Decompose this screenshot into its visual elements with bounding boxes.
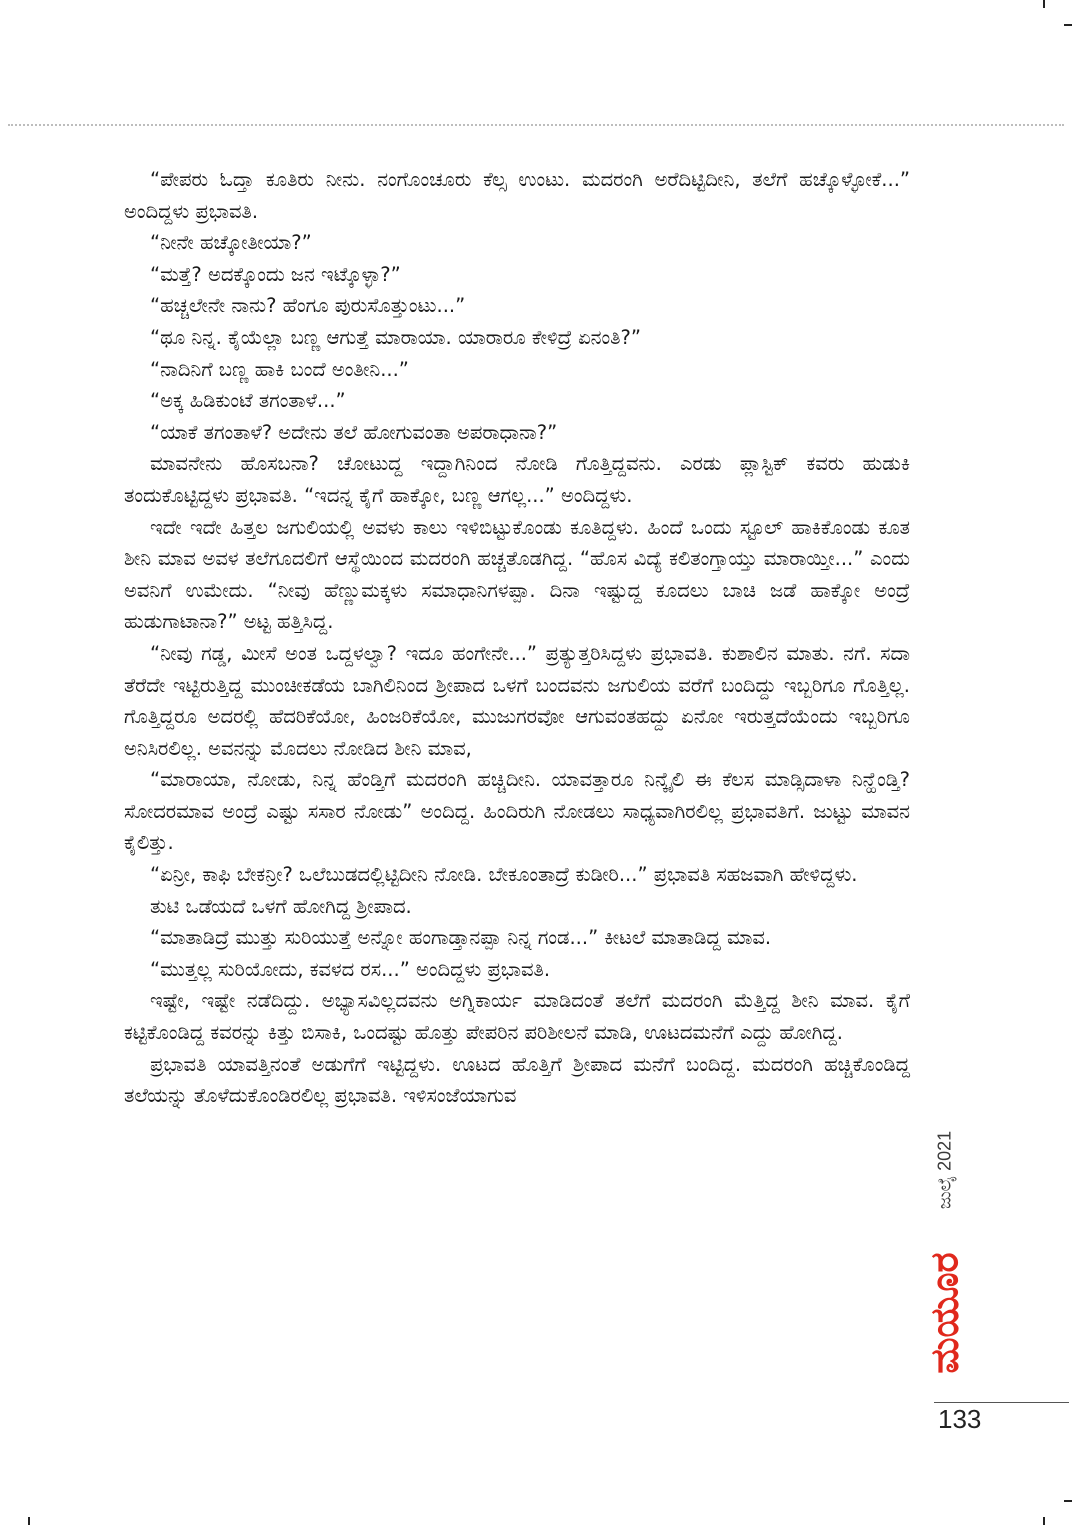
magazine-logo-text: ಮಯೂರ [922,1252,967,1374]
crop-mark-bottom-right [1043,1517,1045,1525]
header-dotted-divider [8,124,1064,126]
crop-mark-right-bottom [1064,1500,1072,1502]
paragraph: “ಮಾತಾಡಿದ್ರೆ ಮುತ್ತು ಸುರಿಯುತ್ತೆ ಅನ್ನೋ ಹಂಗಾಡ್ತಾನಪ್ಪಾ ನಿನ್ನ ಗಂಡ...” ಕೀಟಲೆ ಮಾತಾಡಿದ್ದ ಮಾವ. [150,926,772,950]
page-number-rule [934,1402,1069,1403]
paragraph: “ಥೂ ನಿನ್ನ. ಕೈಯೆಲ್ಲಾ ಬಣ್ಣ ಆಗುತ್ತೆ ಮಾರಾಯಾ. ಯಾರಾರೂ ಕೇಳಿದ್ರೆ ಏನಂತಿ?” [150,325,641,349]
crop-mark-bottom-left [28,1517,30,1525]
paragraph: ಇಷ್ಟೇ, ಇಷ್ಟೇ ನಡೆದಿದ್ದು. ಅಭ್ಯಾಸವಿಲ್ಲದವನು ಅಗ್ನಿಕಾರ್ಯ ಮಾಡಿದಂತೆ ತಲೆಗೆ ಮದರಂಗಿ ಮೆತ್ತಿದ್ದ ಶೀನಿ ಮಾವ. ಕೈಗೆ ಕಟ್ಟಿಕೊಂಡಿದ್ದ ಕವರನ್ನು ಕಿತ್ತು ಬಿಸಾಕಿ, ಒಂದಷ್ಟು ಹೊತ್ತು ಪೇಪರಿನ ಪರಿಶೀಲನೆ ಮಾಡಿ, ಊಟದಮನೆಗೆ ಎದ್ದು ಹೋಗಿದ್ದ. [124,989,910,1045]
paragraph: “ಯಾಕೆ ತಗಂತಾಳೆ? ಅದೇನು ತಲೆ ಹೋಗುವಂತಾ ಅಪರಾಧಾನಾ?” [150,420,558,444]
paragraph: “ನಾದಿನಿಗೆ ಬಣ್ಣ ಹಾಕಿ ಬಂದೆ ಅಂತೀನಿ...” [150,357,409,381]
paragraph: ಮಾವನೇನು ಹೊಸಬನಾ? ಚೋಟುದ್ದ ಇದ್ದಾಗಿನಿಂದ ನೋಡಿ ಗೊತ್ತಿದ್ದವನು. ಎರಡು ಪ್ಲಾಸ್ಟಿಕ್ ಕವರು ಹುಡುಕಿ ತಂದುಕೊಟ್ಟಿದ್ದಳು ಪ್ರಭಾವತಿ. “ಇದನ್ನ ಕೈಗೆ ಹಾಕ್ಕೋ, ಬಣ್ಣ ಆಗಲ್ಲ...” ಅಂದಿದ್ದಳು. [124,452,910,507]
issue-date [918,1110,972,1230]
paragraph: “ನೀವು ಗಡ್ಡ, ಮೀಸೆ ಅಂತ ಒದ್ದಳಲ್ವಾ? ಇದೂ ಹಂಗೇನೇ...” ಪ್ರತ್ಯುತ್ತರಿಸಿದ್ದಳು ಪ್ರಭಾವತಿ. ಕುಶಾಲಿನ ಮಾತು. ನಗೆ. ಸದಾ ತೆರೆದೇ ಇಟ್ಟಿರುತ್ತಿದ್ದ ಮುಂಚೀಕಡೆಯ ಬಾಗಿಲಿನಿಂದ ಶ್ರೀಪಾದ ಒಳಗೆ ಬಂದವನು ಜಗುಲಿಯ ವರೆಗೆ ಬಂದಿದ್ದು ಇಬ್ಬರಿಗೂ ಗೊತ್ತಿಲ್ಲ. ಗೊತ್ತಿದ್ದರೂ ಅದರಲ್ಲಿ ಹೆದರಿಕೆಯೋ, ಹಿಂಜರಿಕೆಯೋ, ಮುಜುಗರವೋ ಆಗುವಂತಹದ್ದು ಏನೋ ಇರುತ್ತದೆಯೆಂದು ಇಬ್ಬರಿಗೂ ಅನಿಸಿರಲಿಲ್ಲ. ಅವನನ್ನು ಮೊದಲು ನೋಡಿದ ಶೀನಿ ಮಾವ, [124,641,910,760]
crop-mark-top-right [1043,0,1045,8]
issue-date-text: ಜುಲೈ 2021 [934,1130,955,1210]
paragraph: ತುಟಿ ಒಡೆಯದೆ ಒಳಗೆ ಹೋಗಿದ್ದ ಶ್ರೀಪಾದ. [150,894,412,918]
magazine-logo [918,1238,972,1388]
crop-mark-right-top [1064,24,1072,26]
paragraph: ಪ್ರಭಾವತಿ ಯಾವತ್ತಿನಂತೆ ಅಡುಗೆಗೆ ಇಟ್ಟಿದ್ದಳು. ಊಟದ ಹೊತ್ತಿಗೆ ಶ್ರೀಪಾದ ಮನೆಗೆ ಬಂದಿದ್ದ. ಮದರಂಗಿ ಹಚ್ಚಿಕೊಂಡಿದ್ದ ತಲೆಯನ್ನು ತೊಳೆದುಕೊಂಡಿರಲಿಲ್ಲ ಪ್ರಭಾವತಿ. ಇಳಿಸಂಜೆಯಾಗುವ [124,1052,910,1108]
paragraph: “ನೀನೇ ಹಚ್ಕೋತೀಯಾ?” [150,231,312,255]
paragraph: “ಮತ್ತೆ? ಅದಕ್ಕೊಂದು ಜನ ಇಟ್ಕೊಳ್ಳಾ?” [150,262,401,286]
paragraph: “ಅಕ್ಕ ಹಿಡಿಕುಂಟೆ ತಗಂತಾಳೆ...” [150,389,346,413]
paragraph: “ಏನ್ರೀ, ಕಾಫಿ ಬೇಕನ್ರೀ? ಒಲೆಬುಡದಲ್ಲಿಟ್ಟಿದೀನಿ ನೋಡಿ. ಬೇಕೂಂತಾದ್ರೆ ಕುಡೀರಿ...” ಪ್ರಭಾವತಿ ಸಹಜವಾಗಿ ಹೇಳಿದ್ದಳು. [150,863,858,887]
story-text-column [124,164,910,1112]
paragraph: “ಹಚ್ಚಲೇನೇ ನಾನು? ಹೆಂಗೂ ಪುರುಸೊತ್ತುಂಟು...” [150,294,466,318]
paragraph: “ಪೇಪರು ಓದ್ತಾ ಕೂತಿರು ನೀನು. ನಂಗೊಂಚೂರು ಕೆಲ್ಸ ಉಂಟು. ಮದರಂಗಿ ಅರೆದಿಟ್ಟಿದೀನಿ, ತಲೆಗೆ ಹಚ್ಕೊಳ್ಳೋಕೆ...” ಅಂದಿದ್ದಳು ಪ್ರಭಾವತಿ. [124,168,910,223]
paragraph: ಇದೇ ಇದೇ ಹಿತ್ತಲ ಜಗುಲಿಯಲ್ಲಿ ಅವಳು ಕಾಲು ಇಳಿಬಿಟ್ಟುಕೊಂಡು ಕೂತಿದ್ದಳು. ಹಿಂದೆ ಒಂದು ಸ್ಟೂಲ್ ಹಾಕಿಕೊಂಡು ಕೂತ ಶೀನಿ ಮಾವ ಅವಳ ತಲೆಗೂದಲಿಗೆ ಆಸ್ಥೆಯಿಂದ ಮದರಂಗಿ ಹಚ್ಚತೊಡಗಿದ್ದ. “ಹೊಸ ವಿದ್ಯೆ ಕಲಿತಂಗ್ತಾಯ್ತು ಮಾರಾಯ್ತೀ...” ಎಂದು ಅವನಿಗೆ ಉಮೇದು. “ನೀವು ಹೆಣ್ಣುಮಕ್ಕಳು ಸಮಾಧಾನಿಗಳಪ್ಪಾ. ದಿನಾ ಇಷ್ಟುದ್ದ ಕೂದಲು ಬಾಚಿ ಜಡೆ ಹಾಕ್ಕೋ ಅಂದ್ರೆ ಹುಡುಗಾಟಾನಾ?” ಅಟ್ಟ ಹತ್ತಿಸಿದ್ದ. [124,515,910,634]
sidebar-masthead [918,1110,972,1412]
paragraph: “ಮುತ್ತಲ್ಲ ಸುರಿಯೋದು, ಕವಳದ ರಸ...” ಅಂದಿದ್ದಳು ಪ್ರಭಾವತಿ. [150,957,551,981]
paragraph: “ಮಾರಾಯಾ, ನೋಡು, ನಿನ್ನ ಹೆಂಡ್ತಿಗೆ ಮದರಂಗಿ ಹಚ್ಚಿದೀನಿ. ಯಾವತ್ತಾರೂ ನಿನ್ಕೈಲಿ ಈ ಕೆಲಸ ಮಾಡ್ಸಿದಾಳಾ ನಿನ್ಹೆಂಡ್ತಿ? ಸೋದರಮಾವ ಅಂದ್ರೆ ಎಷ್ಟು ಸಸಾರ ನೋಡು” ಅಂದಿದ್ದ. ಹಿಂದಿರುಗಿ ನೋಡಲು ಸಾಧ್ಯವಾಗಿರಲಿಲ್ಲ ಪ್ರಭಾವತಿಗೆ. ಜುಟ್ಟು ಮಾವನ ಕೈಲಿತ್ತು. [124,768,910,855]
page-number: 133 [938,1404,982,1434]
